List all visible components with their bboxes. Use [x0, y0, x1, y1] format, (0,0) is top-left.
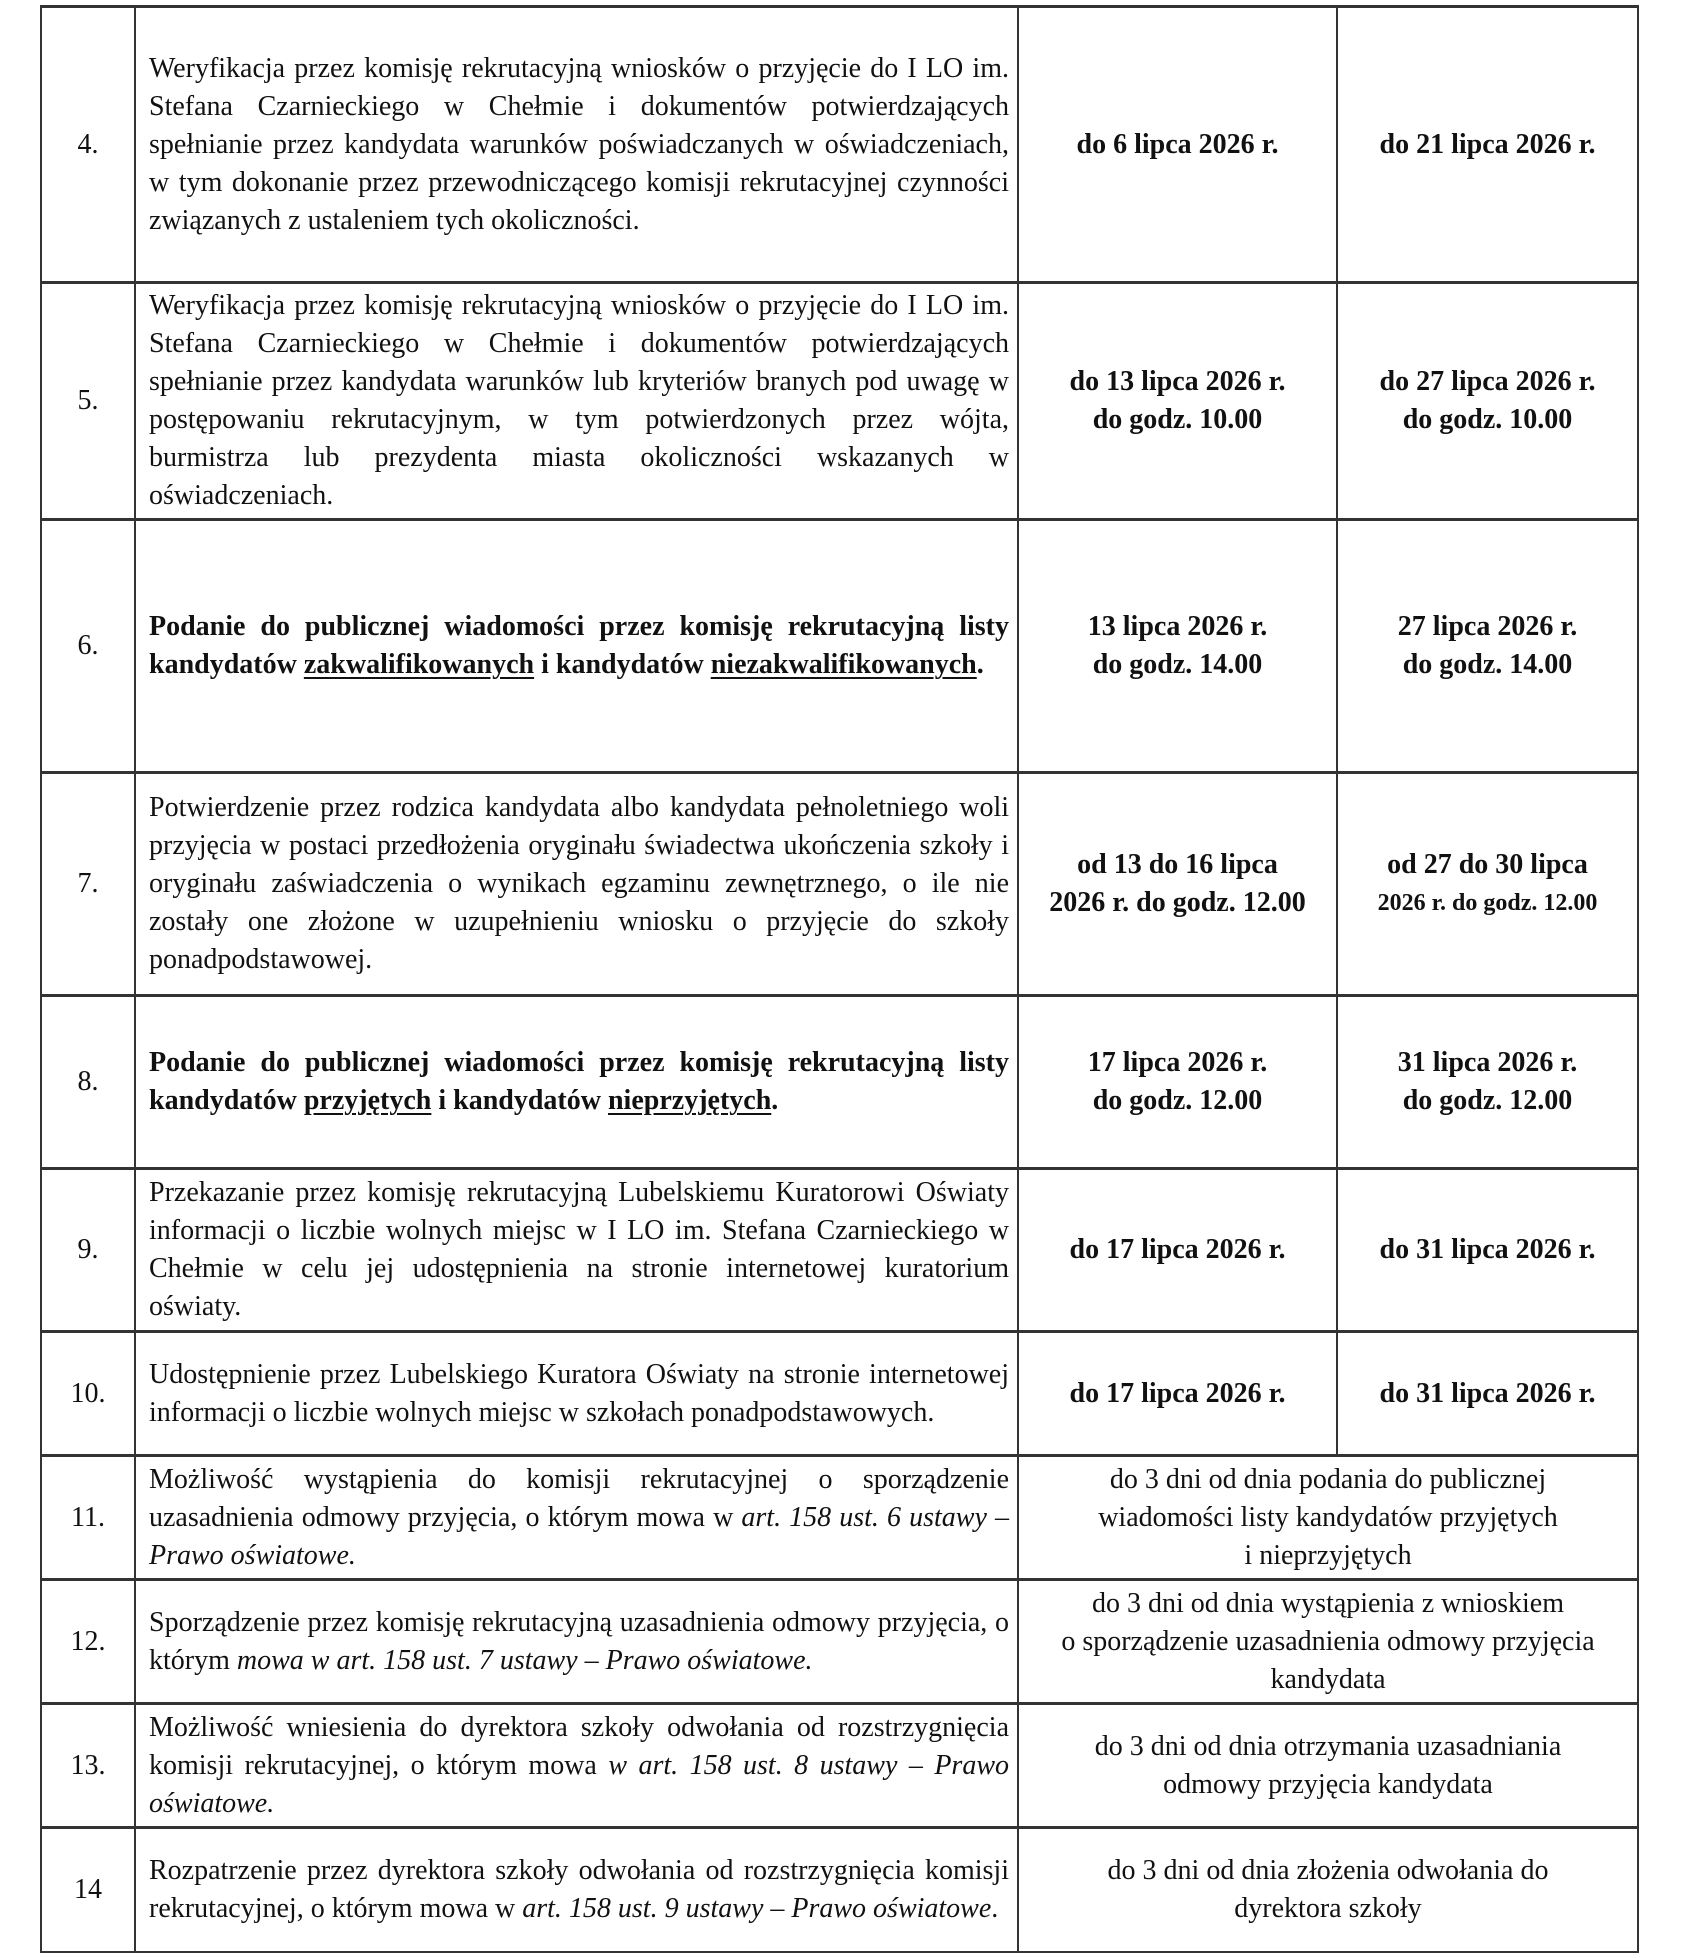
deadline-second-round	[1337, 1169, 1638, 1332]
deadline-first-round	[1018, 773, 1337, 996]
deadline-line: do 21 lipca 2026 r.	[1379, 128, 1596, 160]
deadline-line: od 13 do 16 lipca	[1077, 849, 1278, 880]
description-text: Udostępnienie przez Lubelskiego Kuratora Oświaty na stronie internetowej informacji o liczbie wolnych miejsc w szkołach ponadpodstawowych.	[149, 1358, 1009, 1428]
deadline-relative	[1018, 1456, 1638, 1580]
deadline-line: o sporządzenie uzasadnienia odmowy przyjęcia	[1061, 1625, 1595, 1657]
schedule-row	[41, 996, 1638, 1169]
step-number: 13.	[41, 1704, 135, 1828]
deadline-first-round	[1018, 996, 1337, 1169]
schedule-row	[41, 773, 1638, 996]
deadline-first-round	[1018, 283, 1337, 520]
deadline-line: do 3 dni od dnia wystąpienia z wnioskiem	[1091, 1587, 1565, 1619]
schedule-row	[41, 1580, 1638, 1704]
deadline-first-round	[1018, 7, 1337, 283]
deadline-line: do godz. 12.00	[1092, 1085, 1263, 1116]
step-description	[135, 1169, 1018, 1332]
description-text: Podanie do publicznej wiadomości przez komisję rekrutacyjną listy kandydatów	[149, 611, 1009, 680]
deadline-line: do 13 lipca 2026 r.	[1069, 366, 1286, 397]
step-description	[135, 1704, 1018, 1828]
description-text: Podanie do publicznej wiadomości przez komisję rekrutacyjną listy kandydatów	[149, 1047, 1009, 1116]
deadline-line: 2026 r. do godz. 12.00	[1049, 887, 1306, 918]
deadline-line: 31 lipca 2026 r.	[1397, 1047, 1578, 1078]
underlined-text: przyjętych	[303, 1085, 432, 1116]
deadline-line: do 6 lipca 2026 r.	[1076, 128, 1279, 160]
deadline-line: 13 lipca 2026 r.	[1087, 611, 1268, 642]
step-number: 9.	[41, 1169, 135, 1332]
schedule-row	[41, 7, 1638, 283]
deadline-line: do godz. 12.00	[1402, 1085, 1573, 1116]
step-number: 5.	[41, 283, 135, 520]
deadline-second-round	[1337, 7, 1638, 283]
deadline-line: do 31 lipca 2026 r.	[1379, 1234, 1596, 1265]
description-text: .	[976, 649, 984, 680]
deadline-line: 17 lipca 2026 r.	[1087, 1047, 1268, 1078]
legal-reference-text: art. 158 ust. 6 ustawy – Prawo oświatowe.	[149, 1501, 1009, 1571]
schedule-row	[41, 1169, 1638, 1332]
deadline-relative	[1018, 1704, 1638, 1828]
deadline-line: do 3 dni od dnia podania do publicznej	[1109, 1463, 1547, 1495]
schedule-row	[41, 283, 1638, 520]
underlined-text: zakwalifikowanych	[303, 649, 535, 680]
schedule-table-body	[41, 7, 1638, 1952]
deadline-line: dyrektora szkoły	[1234, 1892, 1422, 1924]
deadline-second-round	[1337, 1332, 1638, 1456]
step-description	[135, 996, 1018, 1169]
schedule-row	[41, 520, 1638, 773]
description-text: Rozpatrzenie przez dyrektora szkoły odwołania od rozstrzygnięcia komisji rekrutacyjnej, o którym mowa w	[149, 1854, 1009, 1924]
deadline-line: 27 lipca 2026 r.	[1397, 611, 1578, 642]
deadline-first-round	[1018, 1169, 1337, 1332]
step-number: 8.	[41, 996, 135, 1169]
description-text: Sporządzenie przez komisję rekrutacyjną uzasadnienia odmowy przyjęcia, o którym	[149, 1606, 1009, 1676]
deadline-relative	[1018, 1580, 1638, 1704]
step-number: 4.	[41, 7, 135, 283]
step-description	[135, 1828, 1018, 1952]
schedule-row	[41, 1332, 1638, 1456]
step-number: 7.	[41, 773, 135, 996]
underlined-text: niezakwalifikowanych	[710, 649, 977, 680]
deadline-relative	[1018, 1828, 1638, 1952]
deadline-line: kandydata	[1270, 1663, 1386, 1695]
deadline-line: 2026 r. do godz. 12.00	[1377, 890, 1598, 916]
underlined-text: nieprzyjętych	[607, 1085, 772, 1116]
recruitment-schedule-table	[40, 5, 1639, 1953]
deadline-line: odmowy przyjęcia kandydata	[1163, 1768, 1493, 1800]
step-description	[135, 1580, 1018, 1704]
step-description	[135, 283, 1018, 520]
deadline-line: wiadomości listy kandydatów przyjętych	[1098, 1501, 1558, 1533]
deadline-second-round	[1337, 996, 1638, 1169]
schedule-row	[41, 1704, 1638, 1828]
deadline-first-round	[1018, 1332, 1337, 1456]
step-description	[135, 1456, 1018, 1580]
deadline-second-round	[1337, 773, 1638, 996]
deadline-line: od 27 do 30 lipca	[1387, 849, 1588, 880]
description-text: Przekazanie przez komisję rekrutacyjną Lubelskiemu Kuratorowi Oświaty informacji o liczbie wolnych miejsc w I LO im. Stefana Czarnieckiego w Chełmie w celu jej udostępnienia na stronie internetowej kuratorium oświaty.	[149, 1177, 1009, 1322]
deadline-line: do godz. 10.00	[1402, 404, 1573, 435]
deadline-line: do godz. 14.00	[1402, 649, 1573, 680]
step-number: 6.	[41, 520, 135, 773]
description-text: Potwierdzenie przez rodzica kandydata albo kandydata pełnoletniego woli przyjęcia w postaci przedłożenia oryginału świadectwa ukończenia szkoły i oryginału zaświadczenia o wynikach egzaminu zewnętrznego, o ile nie zostały one złożone w uzupełnieniu wniosku o przyjęcie do szkoły ponadpodstawowej.	[149, 792, 1009, 975]
step-description	[135, 773, 1018, 996]
step-description	[135, 1332, 1018, 1456]
deadline-line: do 3 dni od dnia otrzymania uzasadniania	[1094, 1730, 1562, 1762]
deadline-line: do 27 lipca 2026 r.	[1379, 366, 1596, 397]
description-text: Możliwość wniesienia do dyrektora szkoły odwołania od rozstrzygnięcia komisji rekrutacyjnej, o którym mowa	[149, 1711, 1009, 1781]
deadline-first-round	[1018, 520, 1337, 773]
step-description	[135, 520, 1018, 773]
step-number: 11.	[41, 1456, 135, 1580]
description-text: Weryfikacja przez komisję rekrutacyjną wniosków o przyjęcie do I LO im. Stefana Czarnieckiego w Chełmie i dokumentów potwierdzających spełnianie przez kandydata warunków poświadczanych w oświadczeniach, w tym dokonanie przez przewodniczącego komisji rekrutacyjnej czynności związanych z ustaleniem tych okoliczności.	[149, 52, 1009, 236]
description-text: i kandydatów	[431, 1085, 608, 1116]
description-text: .	[991, 1892, 999, 1924]
step-number: 12.	[41, 1580, 135, 1704]
legal-reference-text: mowa w art. 158 ust. 7 ustawy – Prawo oświatowe.	[236, 1644, 813, 1676]
description-text: .	[771, 1085, 779, 1116]
description-text: Możliwość wystąpienia do komisji rekrutacyjnej o sporządzenie uzasadnienia odmowy przyjęcia, o którym mowa w	[149, 1463, 1009, 1533]
deadline-line: do 3 dni od dnia złożenia odwołania do	[1107, 1854, 1549, 1886]
legal-reference-text: w art. 158 ust. 8 ustawy – Prawo oświatowe.	[149, 1749, 1009, 1819]
step-description	[135, 7, 1018, 283]
step-number: 14	[41, 1828, 135, 1952]
legal-reference-text: art. 158 ust. 9 ustawy – Prawo oświatowe	[522, 1892, 992, 1924]
deadline-line: i nieprzyjętych	[1244, 1539, 1412, 1571]
deadline-line: do 17 lipca 2026 r.	[1069, 1234, 1286, 1265]
step-number: 10.	[41, 1332, 135, 1456]
deadline-line: do 17 lipca 2026 r.	[1069, 1377, 1286, 1409]
description-text: i kandydatów	[534, 649, 711, 680]
description-text: Weryfikacja przez komisję rekrutacyjną wniosków o przyjęcie do I LO im. Stefana Czarnieckiego w Chełmie i dokumentów potwierdzających spełnianie przez kandydata warunków lub kryteriów branych pod uwagę w postępowaniu rekrutacyjnym, w tym potwierdzonych przez wójta, burmistrza lub prezydenta miasta okoliczności wskazanych w oświadczeniach.	[149, 290, 1009, 511]
deadline-second-round	[1337, 283, 1638, 520]
deadline-line: do godz. 10.00	[1092, 404, 1263, 435]
schedule-row	[41, 1456, 1638, 1580]
deadline-second-round	[1337, 520, 1638, 773]
deadline-line: do 31 lipca 2026 r.	[1379, 1377, 1596, 1409]
deadline-line: do godz. 14.00	[1092, 649, 1263, 680]
schedule-row	[41, 1828, 1638, 1952]
